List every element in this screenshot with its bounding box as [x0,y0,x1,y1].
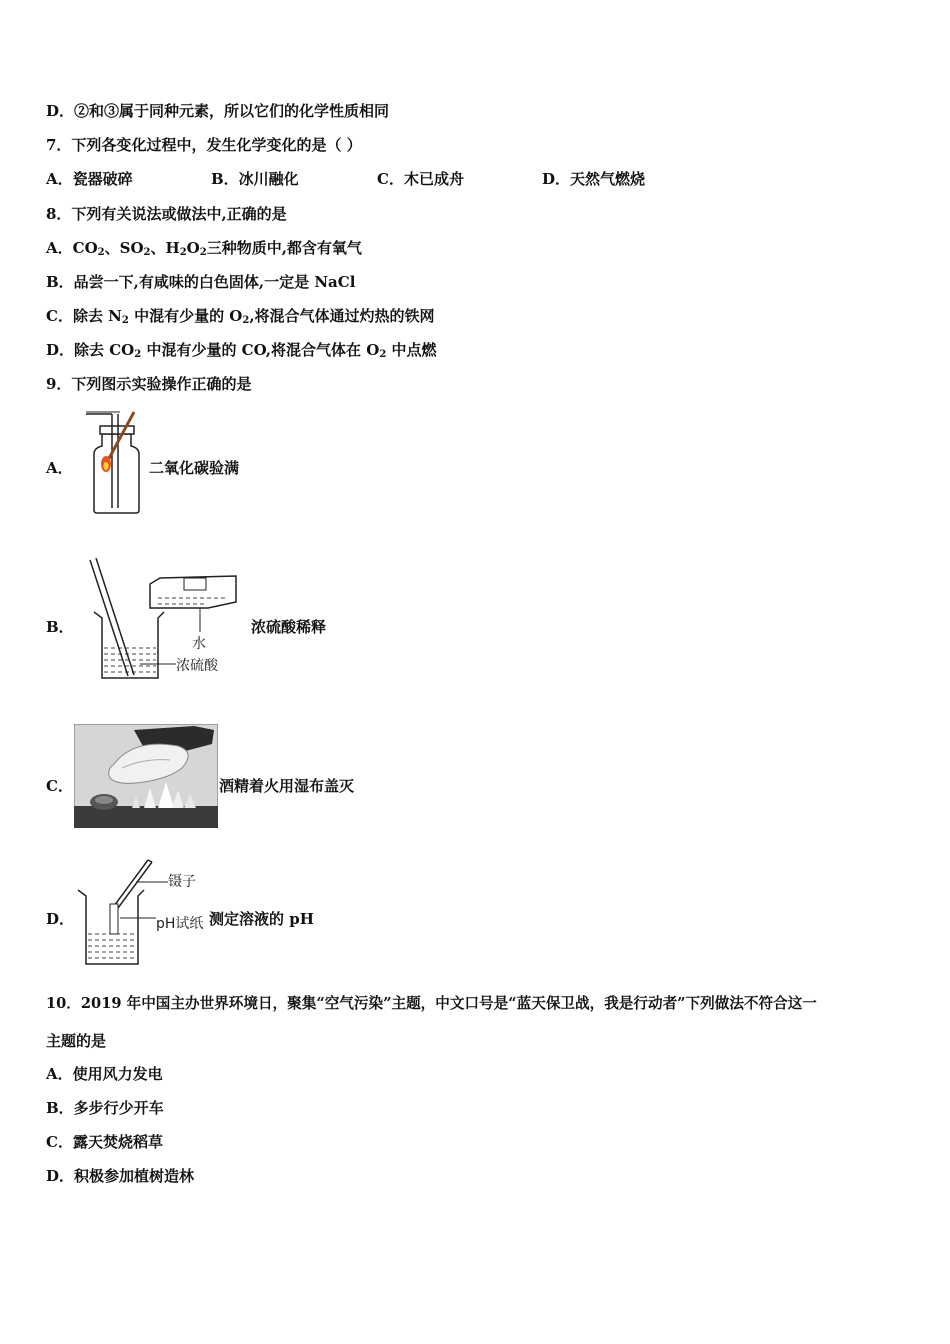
q8-option-b: B．品尝一下,有咸味的白色固体,一定是 NaCl [46,273,356,291]
acid-dilution-figure [88,558,248,684]
q9-option-c-letter: C． [46,777,73,795]
q7-stem: 7．下列各变化过程中，发生化学变化的是（ ） [46,136,362,154]
acid-label: 浓硫酸 [176,658,218,674]
q10-stem-line2: 主题的是 [46,1032,107,1050]
gas-bottle-figure [76,410,148,516]
ph-test-figure [76,856,216,968]
q9-option-b-letter: B． [46,618,74,636]
ph-paper-label: pH试纸 [156,916,204,932]
q6-option-d: D．②和③属于同种元素，所以它们的化学性质相同 [46,102,390,120]
q10-option-c: C．露天焚烧稻草 [46,1133,163,1151]
q8-option-c: C．除去 $N_2$ 中混有少量的 $O_2$,将混合气体通过灼热的铁网 [46,307,435,326]
q10-stem-line1: 10．2019 年中国主办世界环境日，聚集“空气污染”主题，中文口号是“蓝天保卫战，我是行动者”下列做法不符合这一 [46,995,817,1012]
q9-option-d-caption: 测定溶液的 pH [209,910,314,928]
q7-option-d: D．天然气燃烧 [542,170,646,188]
q7-option-b: B．冰川融化 [211,170,299,188]
q9-stem: 9．下列图示实验操作正确的是 [46,375,252,393]
q9-option-c-caption: 酒精着火用湿布盖灭 [219,777,355,795]
tweezers-label: 镊子 [168,874,196,890]
q8-option-a: A．$CO_2$、$SO_2$、$H_2O_2$三种物质中,都含有氧气 [46,239,362,258]
q10-option-b: B．多步行少开车 [46,1099,164,1117]
q9-option-a-caption: 二氧化碳验满 [149,459,240,477]
water-label: 水 [192,636,206,652]
q10-option-d: D．积极参加植树造林 [46,1167,195,1185]
q9-option-b-caption: 浓硫酸稀释 [251,618,327,636]
q8-stem: 8．下列有关说法或做法中,正确的是 [46,205,287,223]
q10-option-a: A．使用风力发电 [46,1065,163,1083]
q7-option-a: A．瓷器破碎 [46,170,133,188]
q9-option-d-letter: D． [46,910,75,928]
q9-option-a-letter: A． [46,459,73,477]
wet-cloth-photo [74,724,218,828]
q7-option-c: C．木已成舟 [377,170,464,188]
q8-option-d: D．除去 $CO_2$ 中混有少量的 CO,将混合气体在 $O_2$ 中点燃 [46,341,437,360]
